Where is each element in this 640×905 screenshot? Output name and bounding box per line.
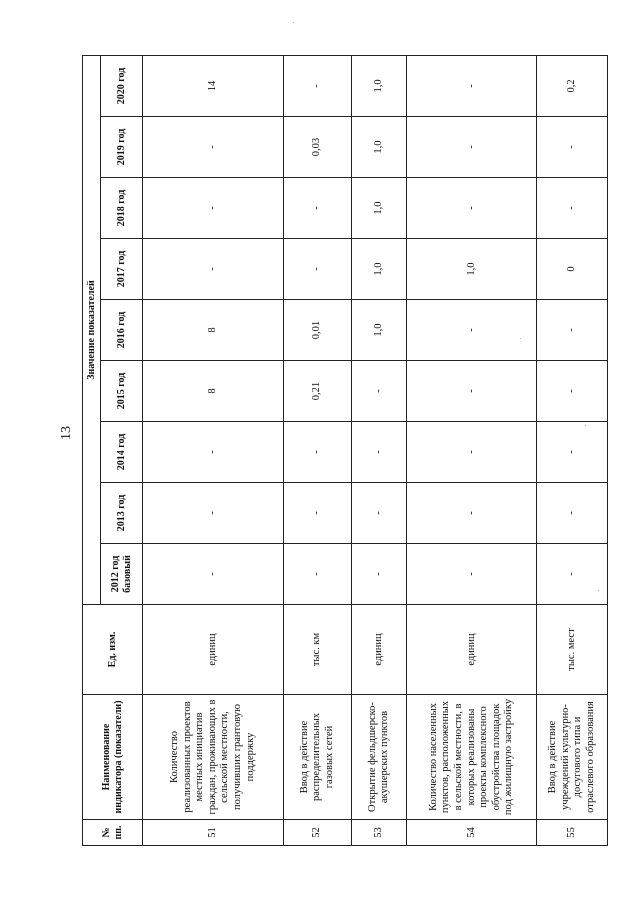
header-year: 2020 год	[101, 55, 143, 116]
row-value: -	[143, 117, 284, 178]
row-value: -	[407, 300, 537, 361]
row-unit: единиц	[352, 605, 407, 695]
row-value: -	[537, 300, 608, 361]
row-value: -	[407, 178, 537, 239]
row-value: -	[352, 361, 407, 422]
header-year: 2012 год базовый	[101, 544, 143, 605]
row-value: 1,0	[352, 117, 407, 178]
scan-speck	[520, 338, 521, 339]
row-num: 53	[352, 820, 407, 846]
row-value: -	[143, 239, 284, 300]
indicators-table	[82, 55, 608, 846]
row-value: 0,03	[284, 117, 352, 178]
row-value: -	[537, 361, 608, 422]
table-row	[352, 55, 407, 845]
row-value: 0,01	[284, 300, 352, 361]
scan-speck	[585, 425, 586, 426]
row-value: -	[352, 483, 407, 544]
header-year: 2019 год	[101, 117, 143, 178]
row-num: 54	[407, 820, 537, 846]
header-year: 2016 год	[101, 300, 143, 361]
table-row	[407, 55, 537, 845]
header-unit: Ед. изм.	[83, 605, 143, 695]
row-value: 14	[143, 55, 284, 116]
scan-speck	[598, 590, 599, 591]
row-value: 1,0	[352, 300, 407, 361]
row-value: 8	[143, 300, 284, 361]
row-num: 52	[284, 820, 352, 846]
row-value: -	[284, 178, 352, 239]
row-value: 0,21	[284, 361, 352, 422]
row-value: -	[284, 239, 352, 300]
header-num: № пп.	[83, 820, 143, 846]
row-value: -	[407, 422, 537, 483]
rotated-table-container	[82, 56, 608, 846]
row-name: Количество населенных пунктов, расположенных в сельской местности, в которых реализованы проекты комплексного обустройства площадок под жилищную застройку	[407, 695, 537, 820]
row-value: -	[537, 483, 608, 544]
header-year: 2015 год	[101, 361, 143, 422]
row-num: 51	[143, 820, 284, 846]
row-value: -	[407, 361, 537, 422]
row-unit: единиц	[143, 605, 284, 695]
row-unit: тыс. км	[284, 605, 352, 695]
row-unit: единиц	[407, 605, 537, 695]
row-value: 0,2	[537, 55, 608, 116]
page-number: 13	[59, 426, 74, 440]
row-value: -	[407, 483, 537, 544]
table-row	[284, 55, 352, 845]
row-value: -	[143, 422, 284, 483]
row-value: 1,0	[352, 178, 407, 239]
row-value: -	[537, 544, 608, 605]
row-value: 0	[537, 239, 608, 300]
row-num: 55	[537, 820, 608, 846]
row-unit: тыс. мест	[537, 605, 608, 695]
row-value: -	[143, 178, 284, 239]
row-value: 8	[143, 361, 284, 422]
header-year: 2013 год	[101, 483, 143, 544]
row-name: Ввод в действие учреждений культурно-досугового типа и отраслевого образования	[537, 695, 608, 820]
row-value: -	[284, 55, 352, 116]
row-value: -	[537, 178, 608, 239]
table-row	[143, 55, 284, 845]
row-value: -	[537, 117, 608, 178]
row-value: 1,0	[352, 239, 407, 300]
row-value: -	[407, 544, 537, 605]
row-value: 1,0	[352, 55, 407, 116]
row-value: -	[407, 117, 537, 178]
row-name: Открытие фельдшерско-акушерских пунктов	[352, 695, 407, 820]
row-name: Количество реализованных проектов местных инициатив граждан, проживающих в сельской местности, получивших грантовую поддержку	[143, 695, 284, 820]
row-value: 1,0	[407, 239, 537, 300]
row-value: -	[284, 422, 352, 483]
row-name: Ввод в действие распределительных газовых сетей	[284, 695, 352, 820]
row-value: -	[407, 55, 537, 116]
row-value: -	[284, 544, 352, 605]
header-name: Наименование индикатора (показатели)	[83, 695, 143, 820]
row-value: -	[284, 483, 352, 544]
header-year: 2018 год	[101, 178, 143, 239]
row-value: -	[352, 544, 407, 605]
header-year: 2014 год	[101, 422, 143, 483]
row-value: -	[537, 422, 608, 483]
header-values-group: Значение показателей	[83, 55, 101, 604]
scan-speck	[293, 22, 294, 23]
row-value: -	[143, 483, 284, 544]
table-row	[537, 55, 608, 845]
header-year: 2017 год	[101, 239, 143, 300]
row-value: -	[143, 544, 284, 605]
row-value: -	[352, 422, 407, 483]
